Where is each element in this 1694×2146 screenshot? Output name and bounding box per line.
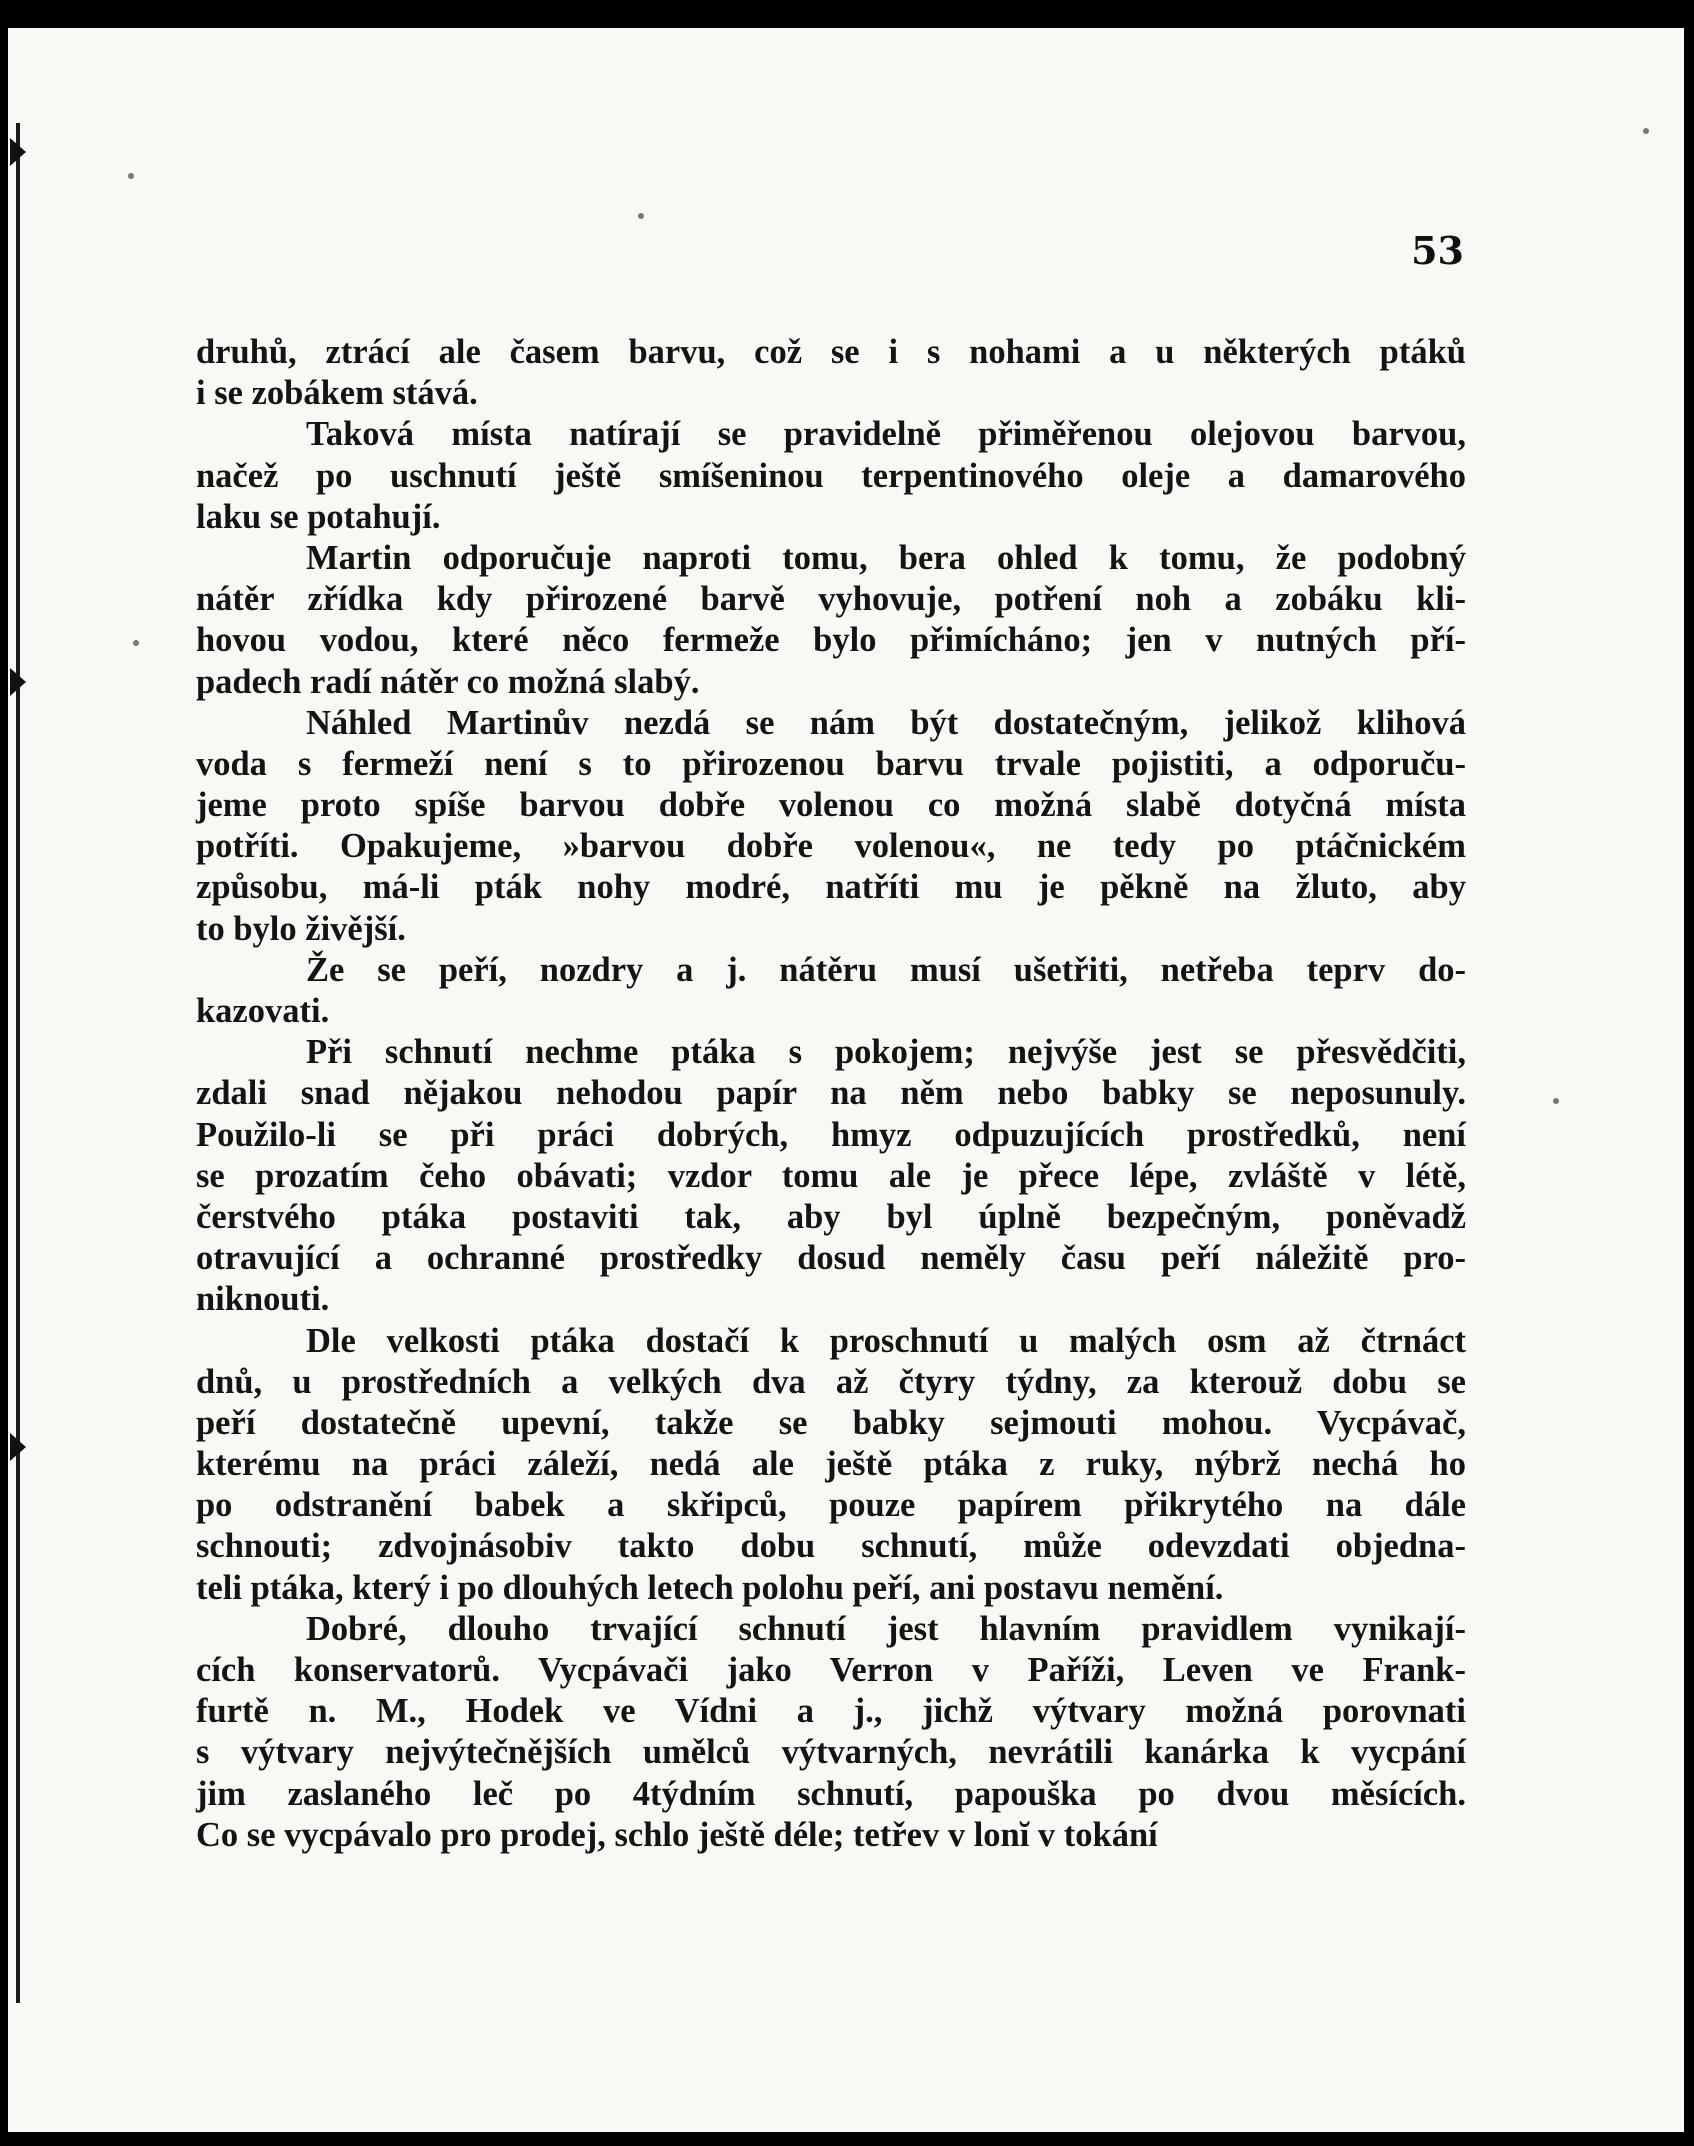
edge-mark <box>10 138 26 166</box>
text-line: i se zobákem stává. <box>196 374 478 413</box>
text-line: Martin odporučuje naproti tomu, bera ohled k tomu, že podobný <box>306 538 1466 577</box>
scan-speck <box>133 640 139 646</box>
text-line: Dle velkosti ptáka dostačí k proschnutí u malých osm až čtrnáct <box>306 1321 1466 1360</box>
text-line: Že se peří, nozdry a j. nátěru musí ušetřiti, netřeba teprv do- <box>306 950 1466 989</box>
text-line: Co se vycpávalo pro prodej, schlo ještě déle; tetřev v lonĭ v tokání <box>196 1815 1158 1854</box>
scan-speck <box>1643 128 1649 134</box>
paper-sheet <box>8 28 1684 2132</box>
text-line: Při schnutí nechme ptáka s pokojem; nejvýše jest se přesvědčiti, <box>306 1033 1466 1072</box>
text-line: Taková místa natírají se pravidelně přiměřenou olejovou barvou, <box>306 415 1466 454</box>
text-line: se prozatím čeho obávati; vzdor tomu ale je přece lépe, zvláště v létě, <box>196 1156 1466 1195</box>
text-line: schnouti; zdvojnásobiv takto dobu schnutí, může odevzdati objedna- <box>196 1527 1466 1566</box>
text-line: potříti. Opakujeme, »barvou dobře volenou«, ne tedy po ptáčnickém <box>196 827 1466 866</box>
text-line: kazovati. <box>196 992 330 1030</box>
edge-mark <box>10 668 26 696</box>
body-text <box>196 332 1466 1856</box>
paragraph <box>196 950 1466 1032</box>
paragraph <box>196 538 1466 703</box>
paragraph <box>196 1609 1466 1856</box>
page-number: 53 <box>1411 228 1464 273</box>
paragraph <box>196 703 1466 950</box>
text-line: způsobu, má-li pták nohy modré, natříti mu je pěkně na žluto, aby <box>196 868 1466 907</box>
scan-speck <box>128 173 134 179</box>
text-line: otravující a ochranné prostředky dosud neměly času peří náležitě pro- <box>196 1239 1466 1278</box>
text-line: voda s fermeží není s to přirozenou barvu trvale pojistiti, a odporuču- <box>196 744 1466 783</box>
text-line: dnů, u prostředních a velkých dva až čtyry týdny, za kterouž dobu se <box>196 1362 1466 1401</box>
text-line: jim zaslaného leč po 4týdním schnutí, papouška po dvou měsících. <box>196 1774 1466 1813</box>
paragraph <box>196 1321 1466 1609</box>
text-line: čerstvého ptáka postaviti tak, aby byl úplně bezpečným, poněvadž <box>196 1197 1466 1236</box>
text-line: kterému na práci záleží, nedá ale ještě ptáka z ruky, nýbrž nechá ho <box>196 1445 1466 1484</box>
paragraph <box>196 332 1466 414</box>
edge-mark <box>10 1433 26 1461</box>
text-line: nátěr zřídka kdy přirozené barvě vyhovuje, potření noh a zobáku kli- <box>196 580 1466 619</box>
scan-speck <box>638 213 644 219</box>
text-line: hovou vodou, které něco fermeže bylo přimícháno; jen v nutných pří- <box>196 621 1466 660</box>
text-line: zdali snad nějakou nehodou papír na něm nebo babky se neposunuly. <box>196 1074 1466 1113</box>
text-line: teli ptáka, který i po dlouhých letech polohu peří, ani postavu nemění. <box>196 1568 1224 1607</box>
text-line: niknouti. <box>196 1280 330 1319</box>
text-line: Náhled Martinův nezdá se nám být dostatečným, jelikož klihová <box>306 703 1466 742</box>
text-line: cích konservatorů. Vycpávači jako Verron v Paříži, Leven ve Frank- <box>196 1651 1466 1689</box>
paragraph <box>196 414 1466 538</box>
text-line: peří dostatečně upevní, takže se babky sejmouti mohou. Vycpávač, <box>196 1403 1466 1442</box>
text-line: jeme proto spíše barvou dobře volenou co možná slabě dotyčná místa <box>196 786 1466 825</box>
text-line: po odstranění babek a skřipců, pouze papírem přikrytého na dále <box>196 1486 1466 1525</box>
binding-edge-line <box>16 123 20 2003</box>
text-line: s výtvary nejvýtečnějších umělců výtvarných, nevrátili kanárka k vycpání <box>196 1733 1466 1772</box>
text-line: furtě n. M., Hodek ve Vídni a j., jichž výtvary možná porovnati <box>196 1692 1466 1731</box>
text-line: to bylo živější. <box>196 909 406 948</box>
text-line: načež po uschnutí ještě smíšeninou terpentinového oleje a damarového <box>196 456 1466 495</box>
paragraph <box>196 1032 1466 1320</box>
text-line: Použilo-li se při práci dobrých, hmyz odpuzujících prostředků, není <box>196 1115 1466 1154</box>
text-line: laku se potahují. <box>196 497 441 536</box>
text-line: Dobré, dlouho trvající schnutí jest hlavním pravidlem vynikají- <box>306 1609 1466 1648</box>
text-line: druhů, ztrácí ale časem barvu, což se i s nohami a u některých ptáků <box>196 333 1466 371</box>
text-line: padech radí nátěr co možná slabý. <box>196 662 700 701</box>
scan-speck <box>1553 1098 1559 1104</box>
